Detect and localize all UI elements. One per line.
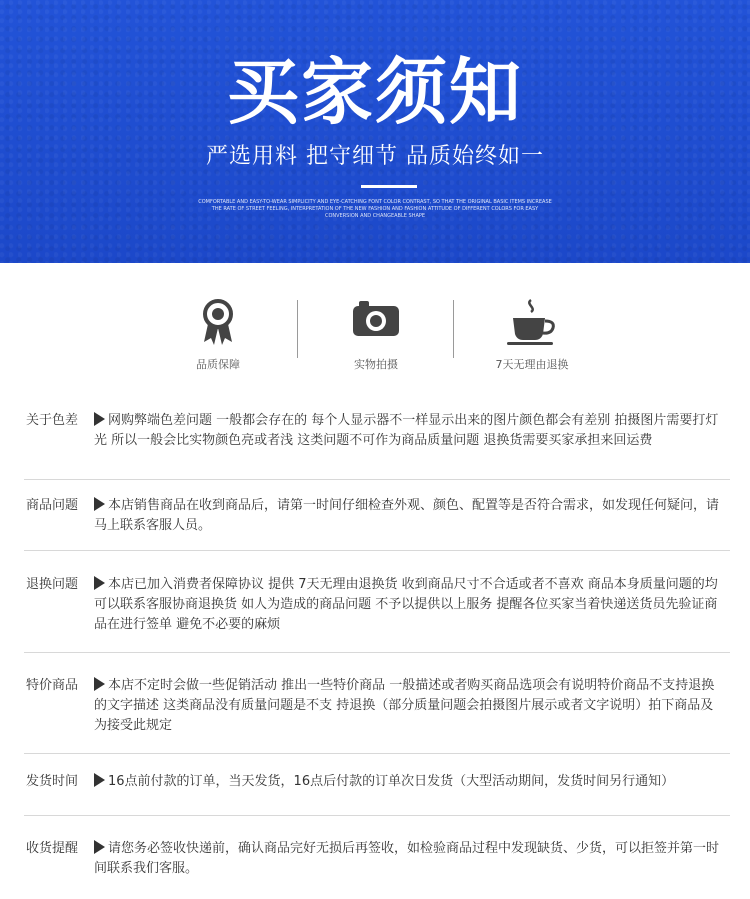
row-divider <box>24 550 730 551</box>
notice-title: 发货时间 <box>26 774 79 789</box>
triangle-bullet-icon <box>94 773 105 787</box>
notice-title: 关于色差 <box>26 413 79 428</box>
triangle-bullet-icon <box>94 412 105 426</box>
feature-quality-label: 品质保障 <box>196 358 240 371</box>
notice-text-content: 请您务必签收快递前，确认商品完好无损后再签收，如检验商品过程中发现缺货、少货，可以拒签并第一时间联系我们客服。 <box>94 841 720 876</box>
notice-title: 收货提醒 <box>26 841 79 856</box>
feature-quality <box>140 290 296 380</box>
banner-underline <box>361 185 417 188</box>
banner-subtitle: 严选用料 把守细节 品质始终如一 <box>206 144 544 169</box>
feature-real-photo-label: 实物拍摄 <box>354 358 398 371</box>
row-divider <box>24 815 730 816</box>
camera-icon <box>351 298 401 342</box>
notice-text-content: 本店已加入消费者保障协议 提供 7天无理由退换货 收到商品尺寸不合适或者不喜欢 商品本身质量问题的均可以联系客服协商退换货 如人为造成的商品问题 不予以提供以上服务 提醒各位买家当着快递送货员先验证商品在进行签单 避免不必要的麻烦 <box>94 577 718 632</box>
notice-title: 退换问题 <box>26 577 79 592</box>
notice-text-content: 本店不定时会做一些促销活动 推出一些特价商品 一般描述或者购买商品选项会有说明特价商品不支持退换的文字描述 这类商品没有质量问题是不支 持退换（部分质量问题会拍摄图片展示或者文字说明）拍下商品及为接受此规定 <box>94 678 715 733</box>
row-divider <box>24 479 730 480</box>
notice-text <box>94 676 724 736</box>
feature-return <box>454 290 610 380</box>
coffee-cup-icon <box>505 298 559 352</box>
feature-return-label: 7天无理由退换 <box>495 358 569 371</box>
feature-strip <box>140 290 610 380</box>
notice-text-content: 本店销售商品在收到商品后，请第一时间仔细检查外观、颜色、配置等是否符合需求，如发现任何疑问，请马上联系客服人员。 <box>94 498 720 533</box>
notice-text <box>94 839 724 879</box>
row-divider <box>24 753 730 754</box>
row-divider <box>24 652 730 653</box>
award-ribbon-icon <box>200 298 236 352</box>
notice-title: 商品问题 <box>26 498 79 513</box>
notice-text <box>94 496 724 536</box>
triangle-bullet-icon <box>94 677 105 691</box>
triangle-bullet-icon <box>94 840 105 854</box>
notice-title: 特价商品 <box>26 678 79 693</box>
feature-real-photo <box>298 290 454 380</box>
banner-title: 买家须知 <box>226 50 523 134</box>
header-banner <box>0 0 750 263</box>
triangle-bullet-icon <box>94 576 105 590</box>
notice-text <box>94 575 724 635</box>
triangle-bullet-icon <box>94 497 105 511</box>
notice-text <box>94 772 724 792</box>
notice-text-content: 16点前付款的订单，当天发货，16点后付款的订单次日发货（大型活动期间，发货时间另行通知） <box>108 774 675 789</box>
notice-text <box>94 411 724 451</box>
notice-text-content: 网购弊端色差问题 一般都会存在的 每个人显示器不一样显示出来的图片颜色都会有差别 拍摄图片需要打灯光 所以一般会比实物颜色亮或者浅 这类问题不可作为商品质量问题 退换货需要买家承担来回运费 <box>94 413 719 448</box>
banner-fine-print: COMFORTABLE AND EASY-TO-WEAR SIMPLICITY AND EYE-CATCHING FONT COLOR CONTRAST, SO THAT THE ORIGINAL BASIC ITEMS INCREASE THE RATE OF STREET FEELING, INTERPRETATION OF THE NEW FASHION AND FASHION ATTITUDE OF DIFFERENT COLORS FOR EASY CONVERSION AND CHANGEABLE SHAPE <box>198 199 552 219</box>
